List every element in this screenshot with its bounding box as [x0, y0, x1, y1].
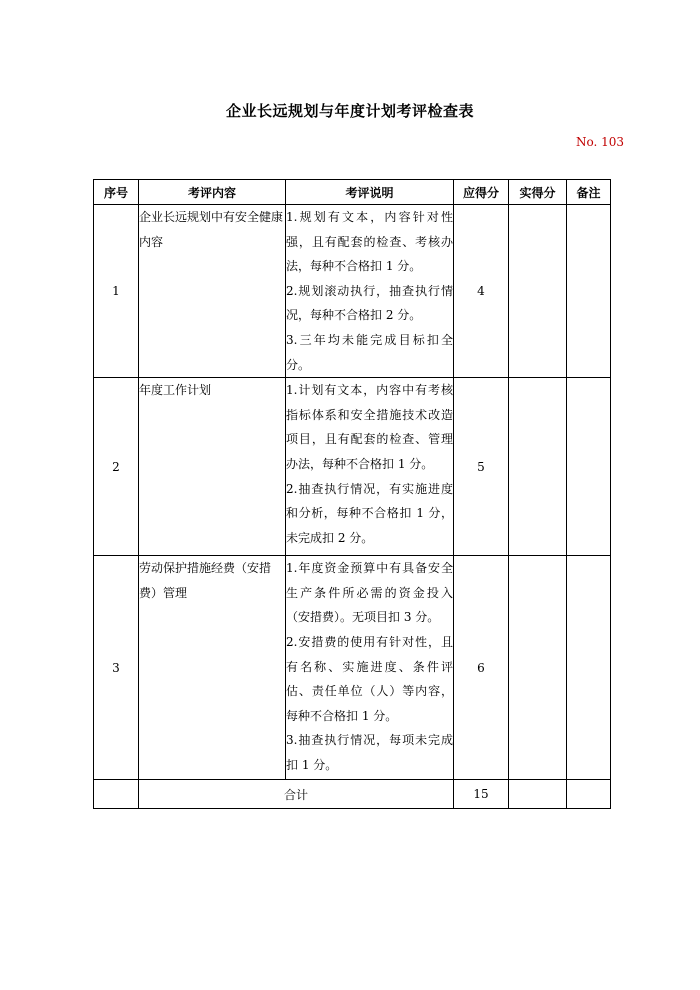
total-label: 合计: [139, 780, 454, 809]
row-score: 6: [454, 556, 509, 780]
description-item: 2.规划滚动执行，抽查执行情况，每种不合格扣 2 分。: [286, 283, 453, 323]
header-content: 考评内容: [139, 180, 286, 205]
page-title: 企业长远规划与年度计划考评检查表: [225, 102, 474, 120]
row-content: 企业长远规划中有安全健康内容: [139, 205, 286, 378]
header-remark: 备注: [567, 180, 611, 205]
description-item: 3.抽查执行情况，每项未完成扣 1 分。: [286, 733, 453, 772]
row-actual-score: [509, 378, 567, 556]
header-description: 考评说明: [286, 180, 454, 205]
header-actual: 实得分: [509, 180, 567, 205]
row-remark: [567, 205, 611, 378]
table-row: [94, 556, 611, 780]
evaluation-table: [93, 179, 611, 809]
description-item: 2.抽查执行情况，有实施进度和分析，每种不合格扣 1 分，未完成扣 2 分。: [286, 481, 453, 545]
header-score: 应得分: [454, 180, 509, 205]
row-description: [286, 378, 454, 556]
document-number: No. 103: [575, 135, 624, 149]
table-row: [94, 205, 611, 378]
row-remark: [567, 556, 611, 780]
total-remark: [567, 780, 611, 809]
description-item: 3.三年均未能完成目标扣全分。: [286, 332, 453, 372]
description-item: 1.规划有文本，内容针对性强，且有配套的检查、考核办法，每种不合格扣 1 分。: [286, 210, 453, 274]
table-header-row: [94, 180, 611, 205]
table-row: [94, 378, 611, 556]
total-score: 15: [454, 780, 509, 809]
description-item: 2.安措费的使用有针对性，且有名称、实施进度、条件评估、责任单位（人）等内容，每种不合格扣 1 分。: [286, 634, 453, 723]
total-actual-score: [509, 780, 567, 809]
row-description: [286, 556, 454, 780]
row-score: 5: [454, 378, 509, 556]
total-seq: [94, 780, 139, 809]
row-remark: [567, 378, 611, 556]
total-row: [94, 780, 611, 809]
row-score: 4: [454, 205, 509, 378]
row-content: 年度工作计划: [139, 378, 286, 556]
row-seq: 3: [94, 556, 139, 780]
row-seq: 1: [94, 205, 139, 378]
header-seq: 序号: [94, 180, 139, 205]
description-item: 1.年度资金预算中有具备安全生产条件所必需的资金投入（安措费）。无项目扣 3 分。: [286, 561, 453, 625]
row-description: [286, 205, 454, 378]
description-item: 1.计划有文本，内容中有考核指标体系和安全措施技术改造项目，且有配套的检查、管理办法，每种不合格扣 1 分。: [286, 383, 453, 471]
row-content: 劳动保护措施经费（安措费）管理: [139, 556, 286, 780]
row-actual-score: [509, 205, 567, 378]
row-seq: 2: [94, 378, 139, 556]
row-actual-score: [509, 556, 567, 780]
